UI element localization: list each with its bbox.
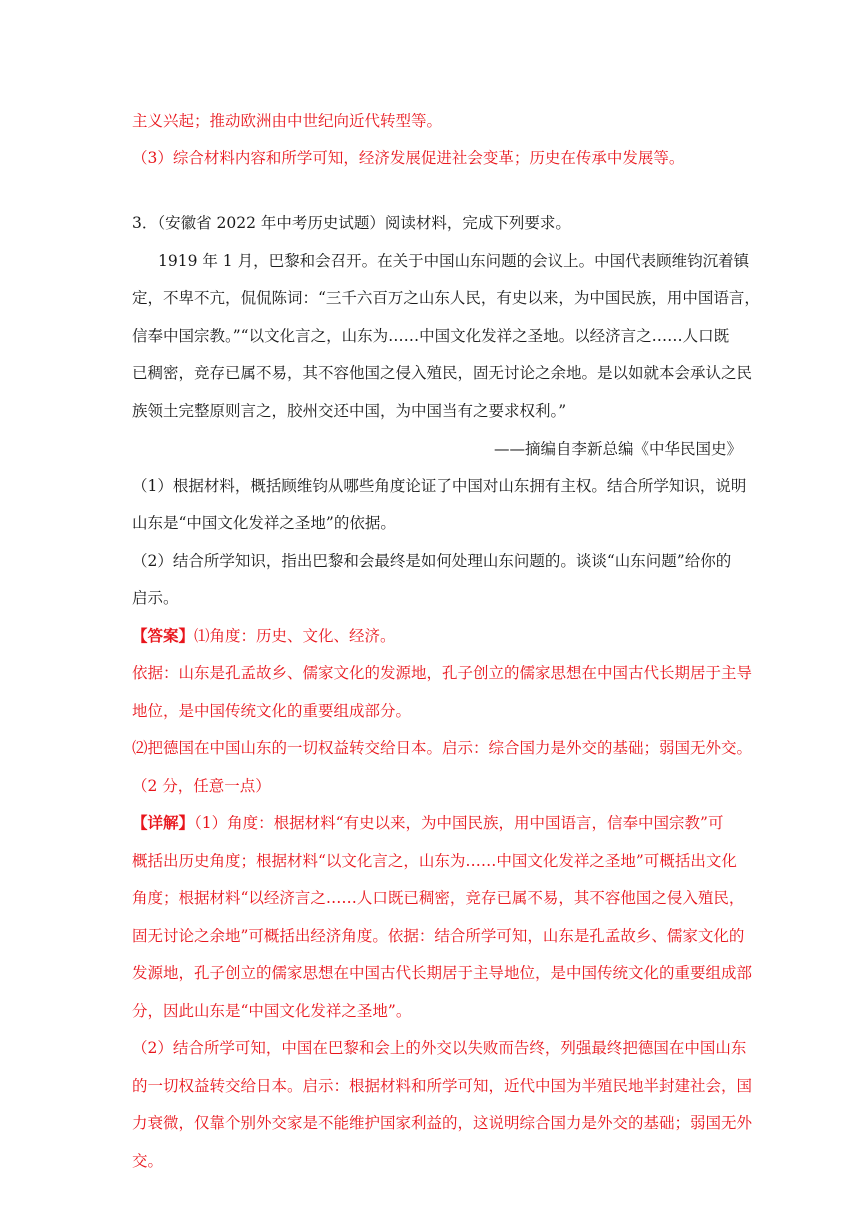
detail-line-1 (132, 813, 723, 833)
sub-question-1-line-1: （1）根据材料，概括顾维钧从哪些角度论证了中国对山东拥有主权。结合所学知识，说明 (132, 477, 747, 495)
material-line-5: 族领土完整原则言之，胶州交还中国，为中国当有之要求权利。” (132, 402, 567, 420)
detail-tag: 【详解】 (132, 813, 195, 832)
sub-question-1-line-2: 山东是“中国文化发祥之圣地”的依据。 (132, 514, 396, 532)
sub-question-2-line-2: 启示。 (132, 589, 179, 607)
detail-line-4: 固无讨论之余地”可概括出经济角度。依据：结合所学可知，山东是孔孟故乡、儒家文化的 (132, 927, 745, 945)
material-line-2: 定，不卑不亢，侃侃陈词：“三千六百万之山东人民，有史以来，为中国民族，用中国语言， (132, 289, 760, 307)
detail-line-10: 交。 (132, 1152, 164, 1170)
prev-answer-line-2: （3）综合材料内容和所学可知，经济发展促进社会变革；历史在传承中发展等。 (132, 149, 685, 167)
answer-line-5: （2 分，任意一点） (132, 777, 271, 795)
answer-line-1 (132, 626, 396, 646)
material-line-3: 信奉中国宗教。”“以文化言之，山东为……中国文化发祥之圣地。以经济言之……人口既 (132, 327, 730, 345)
prev-answer-line-1: 主义兴起；推动欧洲由中世纪向近代转型等。 (132, 112, 443, 130)
material-source: ——摘编自李新总编《中华民国史》 (493, 440, 742, 458)
answer-line-2: 依据：山东是孔孟故乡、儒家文化的发源地，孔子创立的儒家思想在中国古代长期居于主导 (132, 664, 753, 682)
answer-tag: 【答案】 (132, 626, 195, 645)
sub-question-2-line-1: （2）结合所学知识，指出巴黎和会最终是如何处理山东问题的。谈谈“山东问题”给你的 (132, 552, 732, 570)
answer-line-4: ⑵把德国在中国山东的一切权益转交给日本。启示：综合国力是外交的基础；弱国无外交。 (132, 739, 753, 757)
answer-text: ⑴角度：历史、文化、经济。 (194, 627, 396, 645)
question-header: 3．（安徽省 2022 年中考历史试题）阅读材料，完成下列要求。 (132, 214, 571, 232)
detail-line-5: 发源地，孔子创立的儒家思想在中国古代长期居于主导地位，是中国传统文化的重要组成部 (132, 964, 753, 982)
answer-line-3: 地位，是中国传统文化的重要组成部分。 (132, 702, 412, 720)
detail-line-2: 概括出历史角度；根据材料“以文化言之，山东为……中国文化发祥之圣地”可概括出文化 (132, 852, 737, 870)
material-line-4: 已稠密，竞存已属不易，其不容他国之侵入殖民，固无讨论之余地。是以如就本会承认之民 (132, 364, 753, 382)
detail-line-3: 角度；根据材料“以经济言之……人口既已稠密，竞存已属不易，其不容他国之侵入殖民， (132, 889, 745, 907)
detail-line-8: 的一切权益转交给日本。启示：根据材料和所学可知，近代中国为半殖民地半封建社会，国 (132, 1077, 753, 1095)
detail-line-7: （2）结合所学可知，中国在巴黎和会上的外交以失败而告终，列强最终把德国在中国山东 (132, 1039, 747, 1057)
detail-line-6: 分，因此山东是“中国文化发祥之圣地”。 (132, 1002, 412, 1020)
detail-line-9: 力衰微，仅靠个别外交家是不能维护国家利益的，这说明综合国力是外交的基础；弱国无外 (132, 1114, 753, 1132)
material-line-1: 1919 年 1 月，巴黎和会召开。在关于中国山东问题的会议上。中国代表顾维钧沉着镇 (158, 252, 750, 270)
detail-text: （1）角度：根据材料“有史以来，为中国民族，用中国语言，信奉中国宗教”可 (194, 814, 724, 832)
